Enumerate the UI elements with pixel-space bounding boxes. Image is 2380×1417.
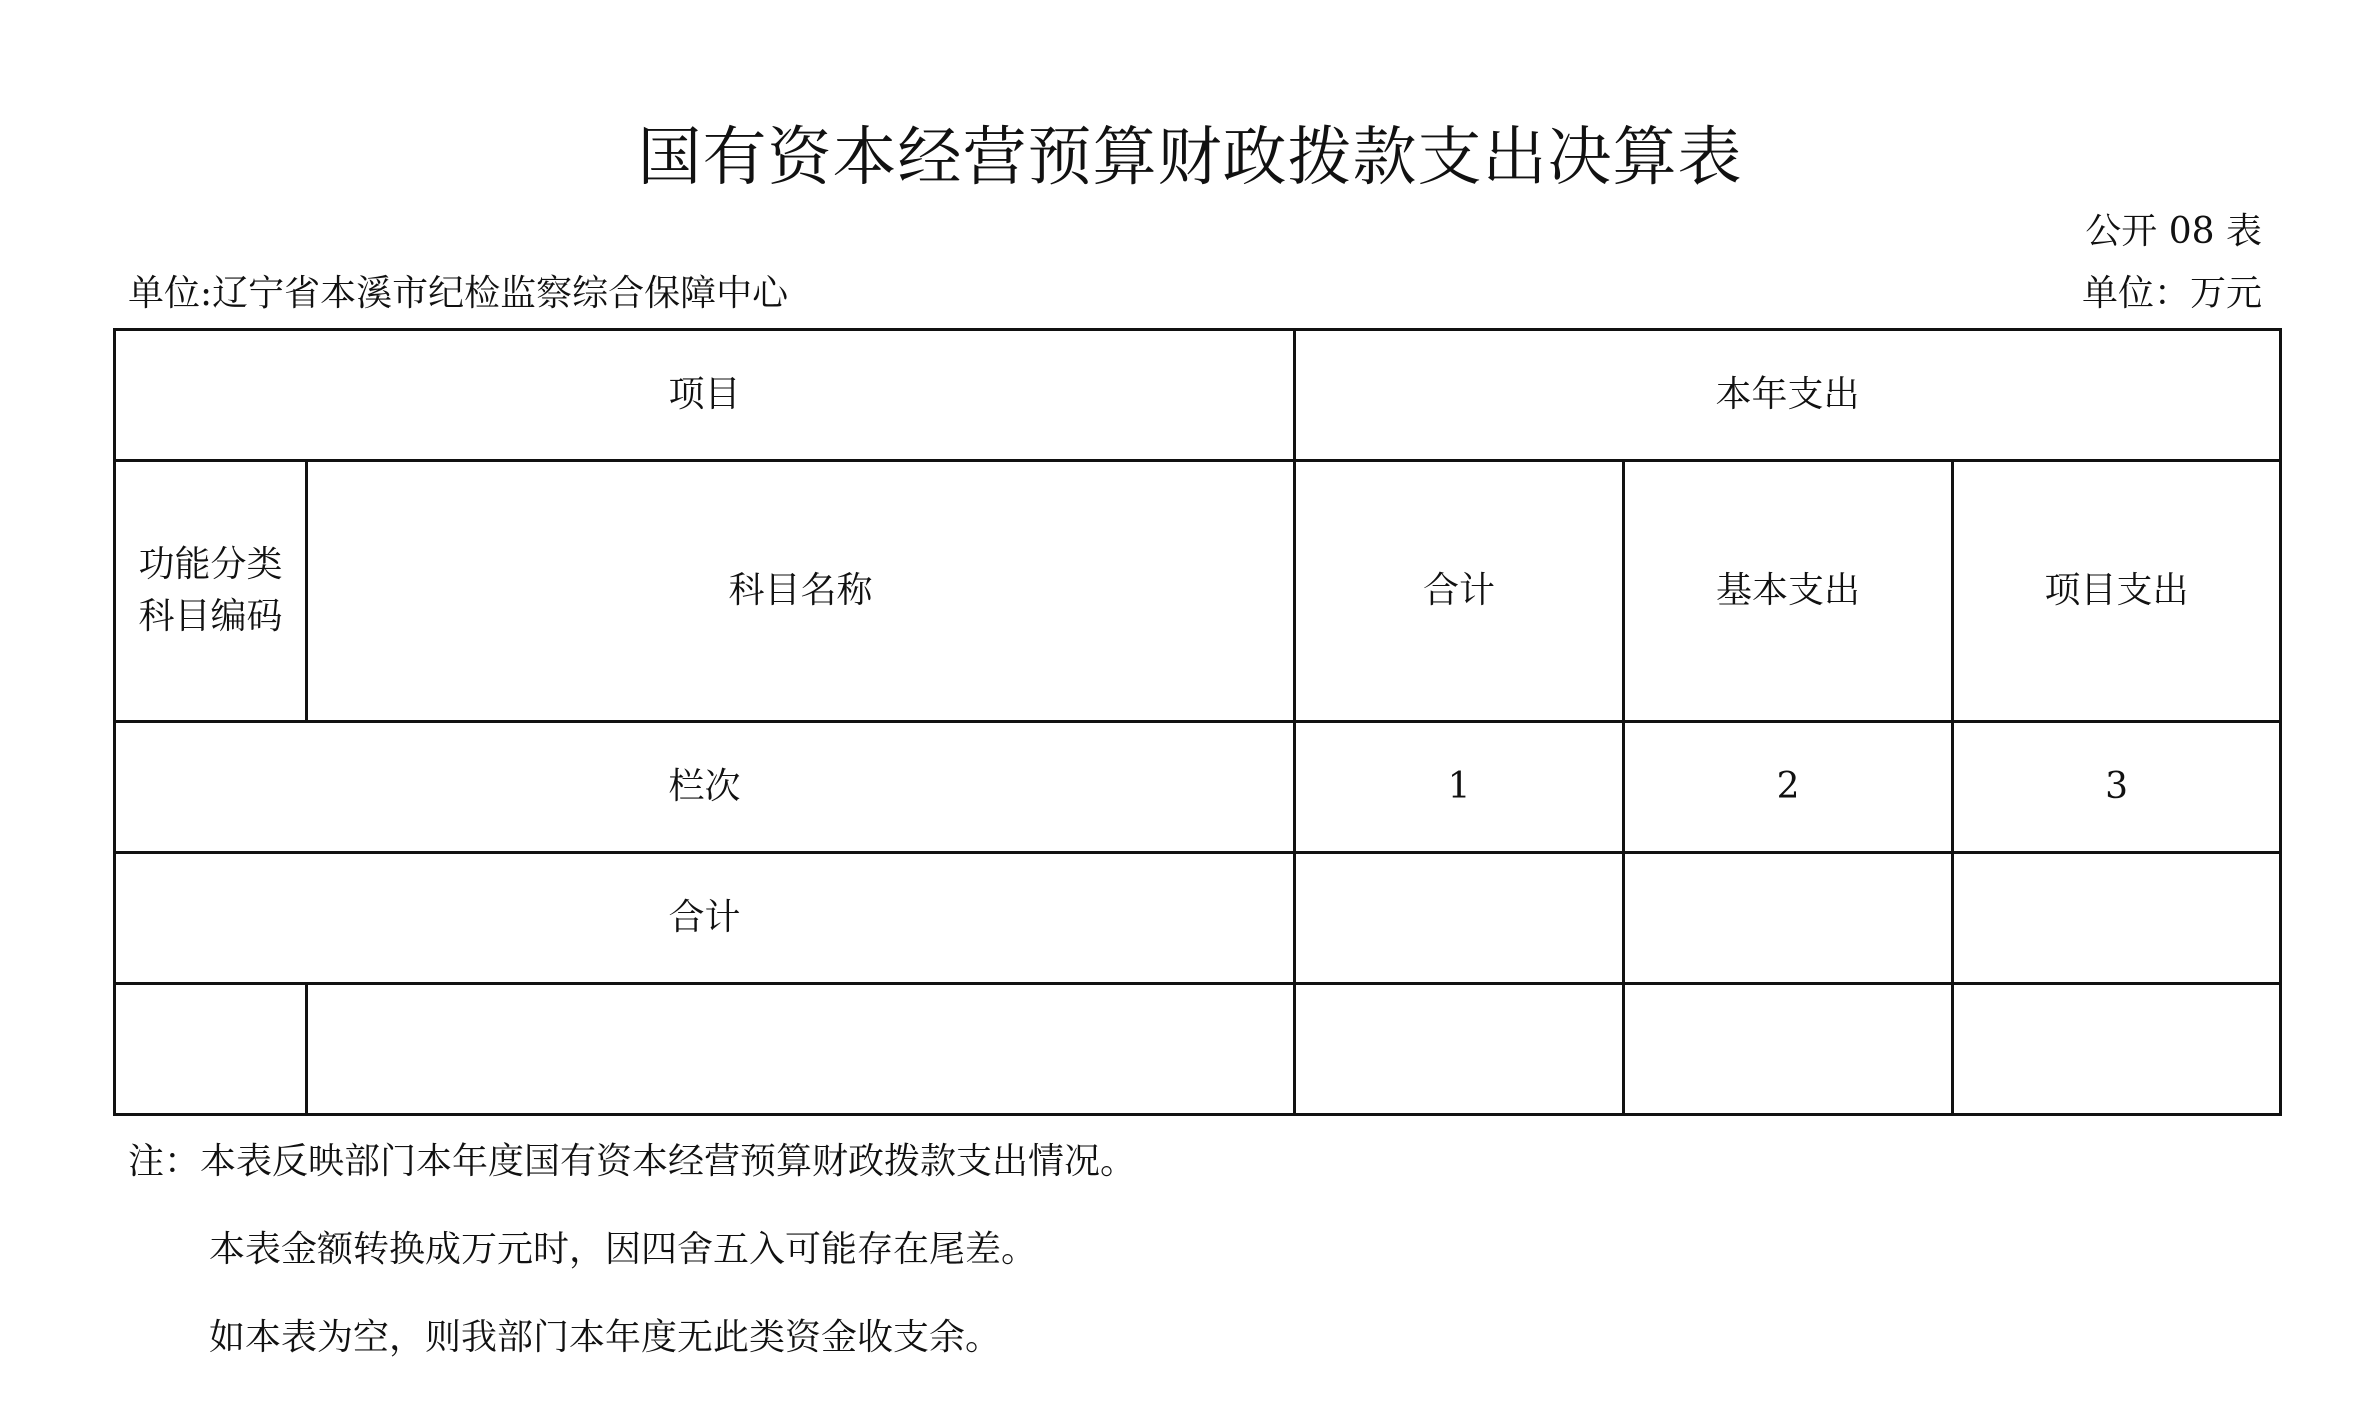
note-line-3: 如本表为空，则我部门本年度无此类资金收支余。	[209, 1317, 1002, 1358]
note-line-2: 本表金额转换成万元时，因四舍五入可能存在尾差。	[209, 1229, 1038, 1270]
header-basic-expenditure: 基本支出	[1624, 461, 1953, 722]
column-number-1: 1	[1295, 722, 1624, 853]
total-label: 合计	[115, 853, 1295, 984]
header-current-year-expenditure: 本年支出	[1295, 330, 2281, 461]
row-function-code	[115, 984, 307, 1115]
row-total	[1295, 984, 1624, 1115]
table-subheader-row	[115, 461, 2281, 722]
row-project	[1953, 984, 2281, 1115]
header-project-expenditure: 项目支出	[1953, 461, 2281, 722]
form-number: 公开 08 表	[2085, 211, 2262, 252]
column-number-label: 栏次	[115, 722, 1295, 853]
row-subject-name	[307, 984, 1295, 1115]
header-subject-name: 科目名称	[307, 461, 1295, 722]
table-header-row	[115, 330, 2281, 461]
total-value-basic	[1624, 853, 1953, 984]
header-item: 项目	[115, 330, 1295, 461]
note-line-1: 注：本表反映部门本年度国有资本经营预算财政拨款支出情况。	[128, 1141, 1137, 1182]
header-total: 合计	[1295, 461, 1624, 722]
header-function-code	[115, 461, 307, 722]
total-value-project	[1953, 853, 2281, 984]
header-function-code-line1: 功能分类	[138, 544, 283, 585]
currency-unit: 单位：万元	[2081, 273, 2262, 314]
page-title: 国有资本经营预算财政拨款支出决算表	[637, 121, 1743, 195]
column-number-2: 2	[1624, 722, 1953, 853]
header-function-code-line2: 科目编码	[138, 596, 283, 637]
budget-table	[113, 328, 2282, 1116]
total-value-sum	[1295, 853, 1624, 984]
column-number-row	[115, 722, 2281, 853]
reporting-unit: 单位:辽宁省本溪市纪检监察综合保障中心	[128, 273, 789, 314]
table-row	[115, 984, 2281, 1115]
column-number-3: 3	[1953, 722, 2281, 853]
total-row	[115, 853, 2281, 984]
row-basic	[1624, 984, 1953, 1115]
